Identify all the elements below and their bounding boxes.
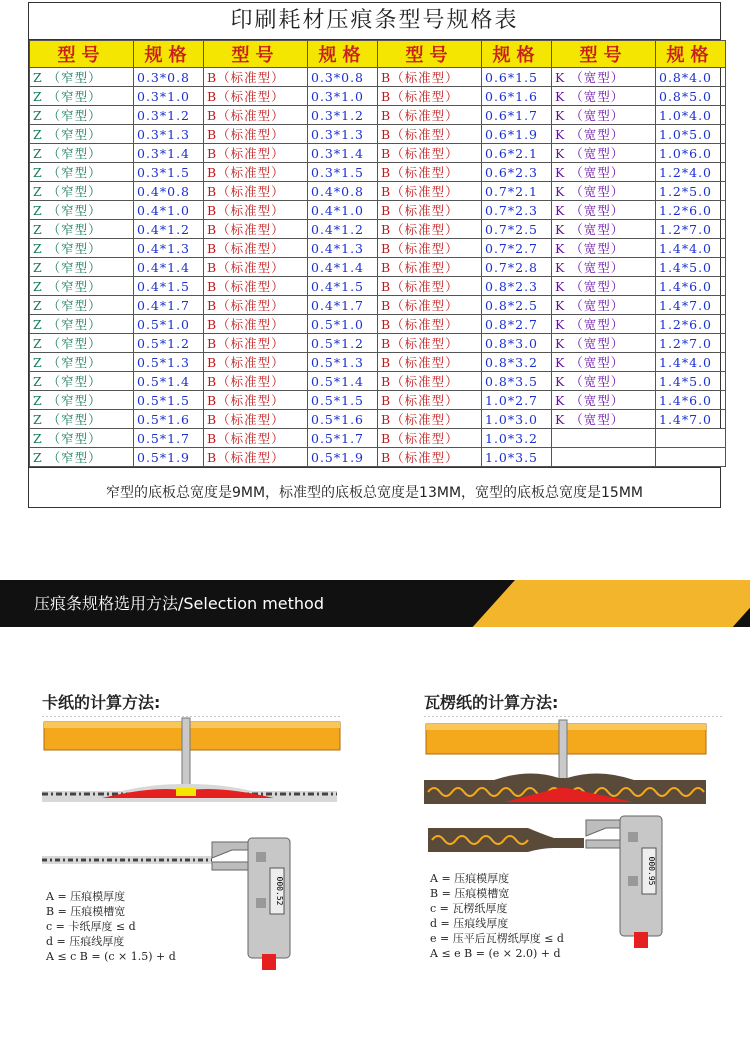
spec-cell: 1.4*6.0 bbox=[656, 391, 726, 410]
spec-cell: 0.4*0.8 bbox=[308, 182, 378, 201]
caliper-button bbox=[628, 876, 638, 886]
model-cell: B（标准型） bbox=[204, 315, 308, 334]
spec-cell: 1.0*3.2 bbox=[482, 429, 552, 448]
spec-cell: 0.4*1.7 bbox=[134, 296, 204, 315]
model-cell: K （宽型） bbox=[552, 410, 656, 429]
model-cell: Z （窄型） bbox=[30, 410, 134, 429]
model-cell: B（标准型） bbox=[378, 429, 482, 448]
model-cell: Z （窄型） bbox=[30, 372, 134, 391]
crease-rule bbox=[559, 720, 567, 786]
model-cell: B（标准型） bbox=[204, 372, 308, 391]
spec-cell: 1.2*4.0 bbox=[656, 163, 726, 182]
model-cell: B（标准型） bbox=[378, 68, 482, 87]
caliper-tip bbox=[634, 932, 648, 948]
caliper-button bbox=[256, 852, 266, 862]
model-cell: B（标准型） bbox=[204, 87, 308, 106]
spec-cell: 0.4*1.0 bbox=[134, 201, 204, 220]
model-cell: K （宽型） bbox=[552, 391, 656, 410]
spec-cell: 0.5*1.5 bbox=[134, 391, 204, 410]
empty-cell bbox=[552, 448, 656, 467]
model-cell: B（标准型） bbox=[204, 163, 308, 182]
card-legend bbox=[46, 889, 176, 964]
model-cell: B（标准型） bbox=[378, 163, 482, 182]
model-cell: B（标准型） bbox=[378, 220, 482, 239]
model-cell: Z （窄型） bbox=[30, 239, 134, 258]
spec-grid bbox=[29, 40, 726, 467]
crease-rule bbox=[182, 718, 190, 790]
model-cell: K （宽型） bbox=[552, 87, 656, 106]
spec-cell: 1.0*4.0 bbox=[656, 106, 726, 125]
header-row bbox=[30, 41, 726, 68]
table-note: 窄型的底板总宽度是9MM，标准型的底板总宽度是13MM，宽型的底板总宽度是15MM bbox=[29, 467, 720, 518]
spec-cell: 0.3*1.3 bbox=[134, 125, 204, 144]
model-cell: Z （窄型） bbox=[30, 429, 134, 448]
spec-cell: 0.6*2.1 bbox=[482, 144, 552, 163]
spec-cell: 0.4*1.3 bbox=[308, 239, 378, 258]
table-row bbox=[30, 220, 726, 239]
spec-cell: 0.3*1.5 bbox=[134, 163, 204, 182]
legend-line: A ≤ e B = (e × 2.0) + d bbox=[430, 947, 561, 960]
spec-cell: 0.5*1.4 bbox=[308, 372, 378, 391]
spec-cell: 0.5*1.0 bbox=[134, 315, 204, 334]
header-spec: 规格 bbox=[308, 41, 378, 68]
model-cell: Z （窄型） bbox=[30, 87, 134, 106]
table-row bbox=[30, 239, 726, 258]
table-row bbox=[30, 258, 726, 277]
spec-cell: 1.0*3.0 bbox=[482, 410, 552, 429]
legend-line: A ≤ c B = (c × 1.5) + d bbox=[46, 950, 176, 963]
model-cell: B（标准型） bbox=[378, 87, 482, 106]
spec-cell: 0.3*1.0 bbox=[134, 87, 204, 106]
model-cell: K （宽型） bbox=[552, 125, 656, 144]
table-row bbox=[30, 125, 726, 144]
spec-cell: 0.7*2.5 bbox=[482, 220, 552, 239]
spec-cell: 0.5*1.6 bbox=[134, 410, 204, 429]
model-cell: B（标准型） bbox=[378, 353, 482, 372]
spec-cell: 0.8*2.5 bbox=[482, 296, 552, 315]
spec-cell: 0.3*1.0 bbox=[308, 87, 378, 106]
model-cell: B（标准型） bbox=[378, 410, 482, 429]
spec-cell: 0.3*1.2 bbox=[308, 106, 378, 125]
banner-accent bbox=[473, 580, 750, 627]
channel-yellow bbox=[176, 788, 196, 796]
model-cell: B（标准型） bbox=[378, 315, 482, 334]
table-row bbox=[30, 448, 726, 467]
spec-cell: 0.3*1.4 bbox=[134, 144, 204, 163]
spec-cell: 0.7*2.1 bbox=[482, 182, 552, 201]
model-cell: K （宽型） bbox=[552, 144, 656, 163]
table-row bbox=[30, 410, 726, 429]
spec-cell: 0.3*1.3 bbox=[308, 125, 378, 144]
caliper-tip bbox=[262, 954, 276, 970]
spec-cell: 0.4*0.8 bbox=[134, 182, 204, 201]
spec-cell: 1.2*6.0 bbox=[656, 201, 726, 220]
model-cell: B（标准型） bbox=[204, 391, 308, 410]
header-spec: 规格 bbox=[134, 41, 204, 68]
spec-cell: 0.8*3.2 bbox=[482, 353, 552, 372]
spec-cell: 0.4*1.4 bbox=[134, 258, 204, 277]
model-cell: K （宽型） bbox=[552, 296, 656, 315]
spec-cell: 0.5*1.2 bbox=[134, 334, 204, 353]
model-cell: K （宽型） bbox=[552, 334, 656, 353]
model-cell: B（标准型） bbox=[204, 296, 308, 315]
model-cell: Z （窄型） bbox=[30, 220, 134, 239]
spec-cell: 0.3*1.4 bbox=[308, 144, 378, 163]
section-banner bbox=[0, 580, 750, 627]
model-cell: B（标准型） bbox=[378, 106, 482, 125]
table-row bbox=[30, 277, 726, 296]
model-cell: K （宽型） bbox=[552, 239, 656, 258]
model-cell: B（标准型） bbox=[378, 334, 482, 353]
model-cell: B（标准型） bbox=[378, 201, 482, 220]
corrugated-sample bbox=[428, 828, 584, 852]
spec-cell: 0.7*2.8 bbox=[482, 258, 552, 277]
model-cell: Z （窄型） bbox=[30, 144, 134, 163]
spec-cell: 1.0*2.7 bbox=[482, 391, 552, 410]
spec-cell: 0.3*0.8 bbox=[308, 68, 378, 87]
model-cell: Z （窄型） bbox=[30, 182, 134, 201]
model-cell: B（标准型） bbox=[378, 391, 482, 410]
model-cell: B（标准型） bbox=[378, 296, 482, 315]
corrugated-method-panel bbox=[424, 690, 734, 980]
model-cell: K （宽型） bbox=[552, 163, 656, 182]
model-cell: Z （窄型） bbox=[30, 258, 134, 277]
spec-cell: 0.4*1.5 bbox=[308, 277, 378, 296]
table-row bbox=[30, 182, 726, 201]
card-method-panel bbox=[42, 690, 352, 980]
model-cell: K （宽型） bbox=[552, 353, 656, 372]
spec-cell: 0.4*1.5 bbox=[134, 277, 204, 296]
table-row bbox=[30, 353, 726, 372]
model-cell: K （宽型） bbox=[552, 106, 656, 125]
model-cell: B（标准型） bbox=[204, 68, 308, 87]
empty-cell bbox=[656, 448, 726, 467]
caliper-button bbox=[256, 898, 266, 908]
banner-title: 压痕条规格选用方法/Selection method bbox=[34, 594, 325, 613]
spec-cell: 0.5*1.4 bbox=[134, 372, 204, 391]
table-row bbox=[30, 68, 726, 87]
model-cell: K （宽型） bbox=[552, 372, 656, 391]
spec-cell: 0.5*1.3 bbox=[308, 353, 378, 372]
model-cell: K （宽型） bbox=[552, 315, 656, 334]
corrugated-method-title: 瓦楞纸的计算方法: bbox=[424, 693, 559, 712]
model-cell: K （宽型） bbox=[552, 182, 656, 201]
model-cell: K （宽型） bbox=[552, 277, 656, 296]
table-title: 印刷耗材压痕条型号规格表 bbox=[29, 3, 720, 40]
model-cell: B（标准型） bbox=[378, 372, 482, 391]
caliper-button bbox=[628, 832, 638, 842]
caliper-reading: 000.95 bbox=[647, 856, 656, 886]
spec-cell: 1.2*7.0 bbox=[656, 334, 726, 353]
spec-cell: 0.4*1.3 bbox=[134, 239, 204, 258]
model-cell: K （宽型） bbox=[552, 201, 656, 220]
legend-line: B = 压痕模槽宽 bbox=[46, 905, 126, 918]
legend-line: d = 压痕线厚度 bbox=[430, 917, 509, 930]
model-cell: Z （窄型） bbox=[30, 448, 134, 467]
spec-cell: 0.5*1.9 bbox=[134, 448, 204, 467]
model-cell: B（标准型） bbox=[378, 239, 482, 258]
table-row bbox=[30, 391, 726, 410]
corrugated-legend bbox=[430, 871, 564, 961]
spec-cell: 0.3*0.8 bbox=[134, 68, 204, 87]
model-cell: Z （窄型） bbox=[30, 391, 134, 410]
spec-cell: 0.5*1.7 bbox=[308, 429, 378, 448]
header-model: 型号 bbox=[204, 41, 308, 68]
header-model: 型号 bbox=[552, 41, 656, 68]
spec-cell: 1.0*5.0 bbox=[656, 125, 726, 144]
spec-cell: 0.8*2.3 bbox=[482, 277, 552, 296]
spec-cell: 1.4*5.0 bbox=[656, 372, 726, 391]
model-cell: B（标准型） bbox=[204, 429, 308, 448]
model-cell: Z （窄型） bbox=[30, 106, 134, 125]
model-cell: Z （窄型） bbox=[30, 125, 134, 144]
table-row bbox=[30, 87, 726, 106]
table-row bbox=[30, 144, 726, 163]
model-cell: B（标准型） bbox=[204, 334, 308, 353]
table-row bbox=[30, 334, 726, 353]
header-spec: 规格 bbox=[656, 41, 726, 68]
spec-cell: 0.5*1.9 bbox=[308, 448, 378, 467]
spec-cell: 0.3*1.5 bbox=[308, 163, 378, 182]
spec-cell: 0.6*1.9 bbox=[482, 125, 552, 144]
spec-cell: 1.0*3.5 bbox=[482, 448, 552, 467]
spec-cell: 1.0*6.0 bbox=[656, 144, 726, 163]
spec-cell: 1.4*4.0 bbox=[656, 239, 726, 258]
model-cell: B（标准型） bbox=[204, 201, 308, 220]
table-row bbox=[30, 201, 726, 220]
spec-cell: 0.8*3.5 bbox=[482, 372, 552, 391]
model-cell: B（标准型） bbox=[204, 410, 308, 429]
spec-cell: 0.5*1.6 bbox=[308, 410, 378, 429]
empty-cell bbox=[552, 429, 656, 448]
spec-cell: 0.6*1.7 bbox=[482, 106, 552, 125]
legend-line: B = 压痕模槽宽 bbox=[430, 887, 510, 900]
spec-cell: 0.6*1.5 bbox=[482, 68, 552, 87]
spec-body bbox=[30, 68, 726, 467]
spec-cell: 0.4*1.0 bbox=[308, 201, 378, 220]
legend-line: A = 压痕模厚度 bbox=[46, 890, 126, 903]
model-cell: B（标准型） bbox=[378, 125, 482, 144]
header-model: 型号 bbox=[30, 41, 134, 68]
model-cell: Z （窄型） bbox=[30, 163, 134, 182]
model-cell: K （宽型） bbox=[552, 220, 656, 239]
model-cell: B（标准型） bbox=[204, 106, 308, 125]
header-model: 型号 bbox=[378, 41, 482, 68]
spec-cell: 1.2*7.0 bbox=[656, 220, 726, 239]
spec-cell: 0.8*3.0 bbox=[482, 334, 552, 353]
spec-cell: 0.3*1.2 bbox=[134, 106, 204, 125]
model-cell: B（标准型） bbox=[204, 353, 308, 372]
header-spec: 规格 bbox=[482, 41, 552, 68]
legend-line: c = 瓦楞纸厚度 bbox=[430, 902, 508, 915]
legend-line: c = 卡纸厚度 ≤ d bbox=[46, 920, 136, 933]
spec-cell: 1.4*7.0 bbox=[656, 296, 726, 315]
table-row bbox=[30, 106, 726, 125]
model-cell: K （宽型） bbox=[552, 68, 656, 87]
spec-cell: 0.5*1.5 bbox=[308, 391, 378, 410]
legend-line: d = 压痕线厚度 bbox=[46, 935, 125, 948]
spec-cell: 0.5*1.3 bbox=[134, 353, 204, 372]
model-cell: B（标准型） bbox=[204, 182, 308, 201]
spec-cell: 0.8*5.0 bbox=[656, 87, 726, 106]
model-cell: B（标准型） bbox=[204, 125, 308, 144]
spec-cell: 1.2*6.0 bbox=[656, 315, 726, 334]
model-cell: B（标准型） bbox=[378, 144, 482, 163]
table-row bbox=[30, 163, 726, 182]
model-cell: B（标准型） bbox=[378, 448, 482, 467]
caliper-reading: 000.52 bbox=[275, 876, 284, 906]
spec-cell: 0.7*2.7 bbox=[482, 239, 552, 258]
spec-cell: 1.4*5.0 bbox=[656, 258, 726, 277]
model-cell: B（标准型） bbox=[378, 258, 482, 277]
model-cell: Z （窄型） bbox=[30, 296, 134, 315]
model-cell: Z （窄型） bbox=[30, 334, 134, 353]
legend-line: A = 压痕模厚度 bbox=[430, 872, 510, 885]
spec-cell: 0.7*2.3 bbox=[482, 201, 552, 220]
model-cell: K （宽型） bbox=[552, 258, 656, 277]
model-cell: B（标准型） bbox=[378, 277, 482, 296]
model-cell: B（标准型） bbox=[204, 258, 308, 277]
spec-cell: 0.4*1.4 bbox=[308, 258, 378, 277]
empty-cell bbox=[656, 429, 726, 448]
spec-cell: 0.4*1.2 bbox=[308, 220, 378, 239]
spec-cell: 0.4*1.7 bbox=[308, 296, 378, 315]
spec-cell: 1.4*4.0 bbox=[656, 353, 726, 372]
spec-cell: 0.6*1.6 bbox=[482, 87, 552, 106]
model-cell: Z （窄型） bbox=[30, 68, 134, 87]
spec-cell: 1.4*6.0 bbox=[656, 277, 726, 296]
table-row bbox=[30, 429, 726, 448]
model-cell: Z （窄型） bbox=[30, 201, 134, 220]
model-cell: B（标准型） bbox=[204, 277, 308, 296]
model-cell: B（标准型） bbox=[204, 220, 308, 239]
model-cell: B（标准型） bbox=[378, 182, 482, 201]
spec-cell: 0.8*2.7 bbox=[482, 315, 552, 334]
model-cell: B（标准型） bbox=[204, 144, 308, 163]
spec-cell: 0.8*4.0 bbox=[656, 68, 726, 87]
upper-die-highlight bbox=[44, 722, 340, 728]
legend-line: e = 压平后瓦楞纸厚度 ≤ d bbox=[430, 932, 564, 945]
model-cell: Z （窄型） bbox=[30, 353, 134, 372]
spec-cell: 0.5*1.0 bbox=[308, 315, 378, 334]
card-method-title: 卡纸的计算方法: bbox=[42, 693, 161, 712]
table-row bbox=[30, 315, 726, 334]
spec-cell: 0.6*2.3 bbox=[482, 163, 552, 182]
table-row bbox=[30, 372, 726, 391]
spec-cell: 1.4*7.0 bbox=[656, 410, 726, 429]
spec-cell: 1.2*5.0 bbox=[656, 182, 726, 201]
model-cell: Z （窄型） bbox=[30, 277, 134, 296]
model-cell: B（标准型） bbox=[204, 448, 308, 467]
model-cell: B（标准型） bbox=[204, 239, 308, 258]
table-row bbox=[30, 296, 726, 315]
spec-cell: 0.5*1.7 bbox=[134, 429, 204, 448]
model-cell: Z （窄型） bbox=[30, 315, 134, 334]
spec-cell: 0.5*1.2 bbox=[308, 334, 378, 353]
spec-table bbox=[28, 2, 721, 508]
spec-cell: 0.4*1.2 bbox=[134, 220, 204, 239]
